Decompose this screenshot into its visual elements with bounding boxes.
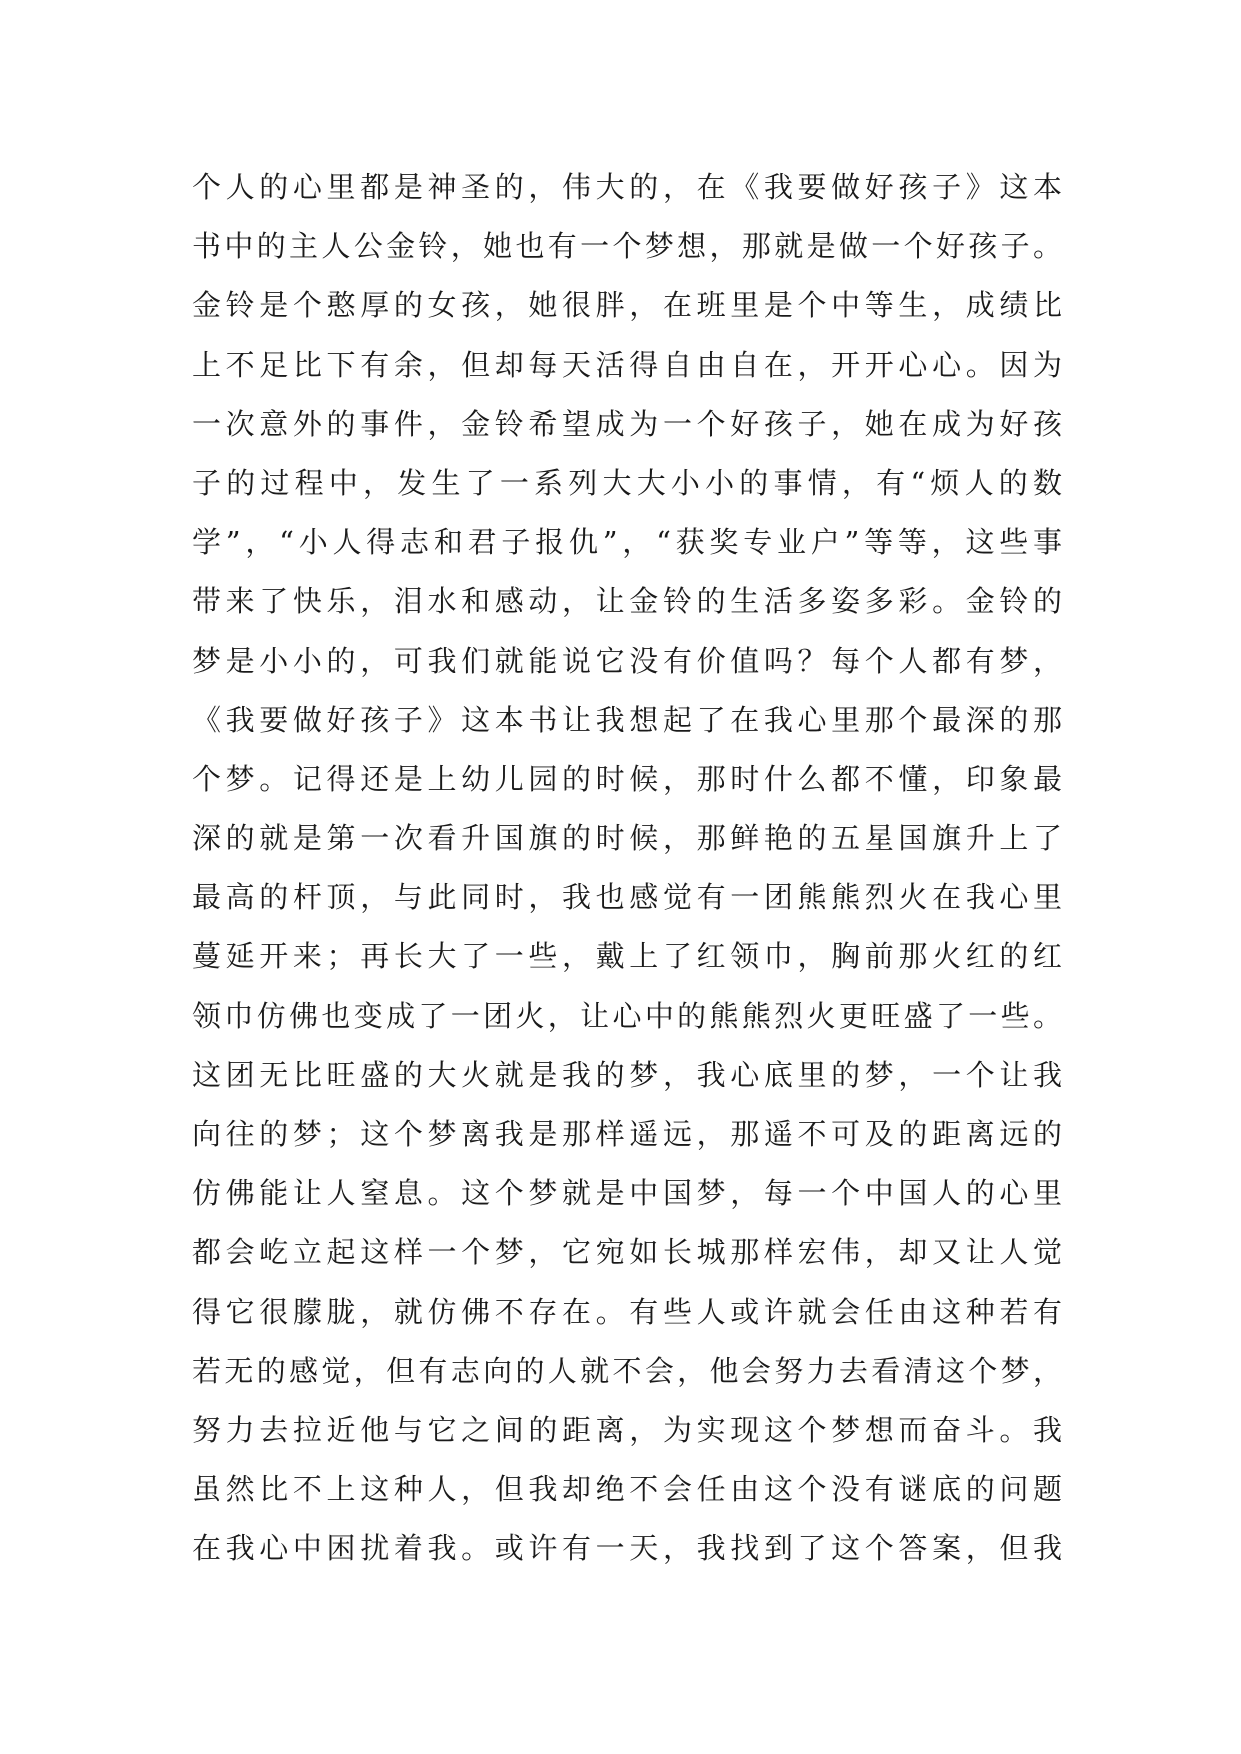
text-line: 梦是小小的，可我们就能说它没有价值吗？每个人都有梦， (192, 643, 1062, 678)
text-line: 领巾仿佛也变成了一团火，让心中的熊熊烈火更旺盛了一些。 (192, 998, 1062, 1033)
text-line: 个人的心里都是神圣的，伟大的，在《我要做好孩子》这本 (192, 170, 1062, 204)
text-line: 书中的主人公金铃，她也有一个梦想，那就是做一个好孩子。 (192, 229, 1062, 264)
text-line: 上不足比下有余，但却每天活得自由自在，开开心心。因为 (192, 347, 1062, 382)
text-line: 金铃是个憨厚的女孩，她很胖，在班里是个中等生，成绩比 (192, 288, 1062, 323)
text-line: 《我要做好孩子》这本书让我想起了在我心里那个最深的那 (192, 702, 1062, 737)
body-paragraph (192, 158, 1062, 1579)
text-line: 个梦。记得还是上幼儿园的时候，那时什么都不懂，印象最 (192, 761, 1062, 796)
text-line: 带来了快乐，泪水和感动，让金铃的生活多姿多彩。金铃的 (192, 584, 1062, 619)
text-line: 在我心中困扰着我。或许有一天，我找到了这个答案，但我 (192, 1531, 1062, 1566)
text-line: 虽然比不上这种人，但我却绝不会任由这个没有谜底的问题 (192, 1472, 1062, 1507)
text-line: 学”，“小人得志和君子报仇”，“获奖专业户”等等，这些事 (192, 525, 1062, 560)
text-line: 深的就是第一次看升国旗的时候，那鲜艳的五星国旗升上了 (192, 821, 1062, 856)
text-line: 仿佛能让人窒息。这个梦就是中国梦，每一个中国人的心里 (192, 1176, 1062, 1211)
text-line: 这团无比旺盛的大火就是我的梦，我心底里的梦，一个让我 (192, 1057, 1062, 1092)
text-line: 若无的感觉，但有志向的人就不会，他会努力去看清这个梦， (192, 1353, 1062, 1388)
text-line: 向往的梦；这个梦离我是那样遥远，那遥不可及的距离远的 (192, 1117, 1062, 1151)
text-line: 最高的杆顶，与此同时，我也感觉有一团熊熊烈火在我心里 (192, 880, 1062, 915)
text-line: 蔓延开来；再长大了一些，戴上了红领巾，胸前那火红的红 (192, 939, 1062, 974)
text-line: 都会屹立起这样一个梦，它宛如长城那样宏伟，却又让人觉 (192, 1235, 1062, 1270)
text-line: 得它很朦胧，就仿佛不存在。有些人或许就会任由这种若有 (192, 1294, 1062, 1329)
text-line: 子的过程中，发生了一系列大大小小的事情，有“烦人的数 (192, 465, 1062, 500)
text-line: 一次意外的事件，金铃希望成为一个好孩子，她在成为好孩 (192, 406, 1062, 441)
text-line: 努力去拉近他与它之间的距离，为实现这个梦想而奋斗。我 (192, 1412, 1062, 1447)
